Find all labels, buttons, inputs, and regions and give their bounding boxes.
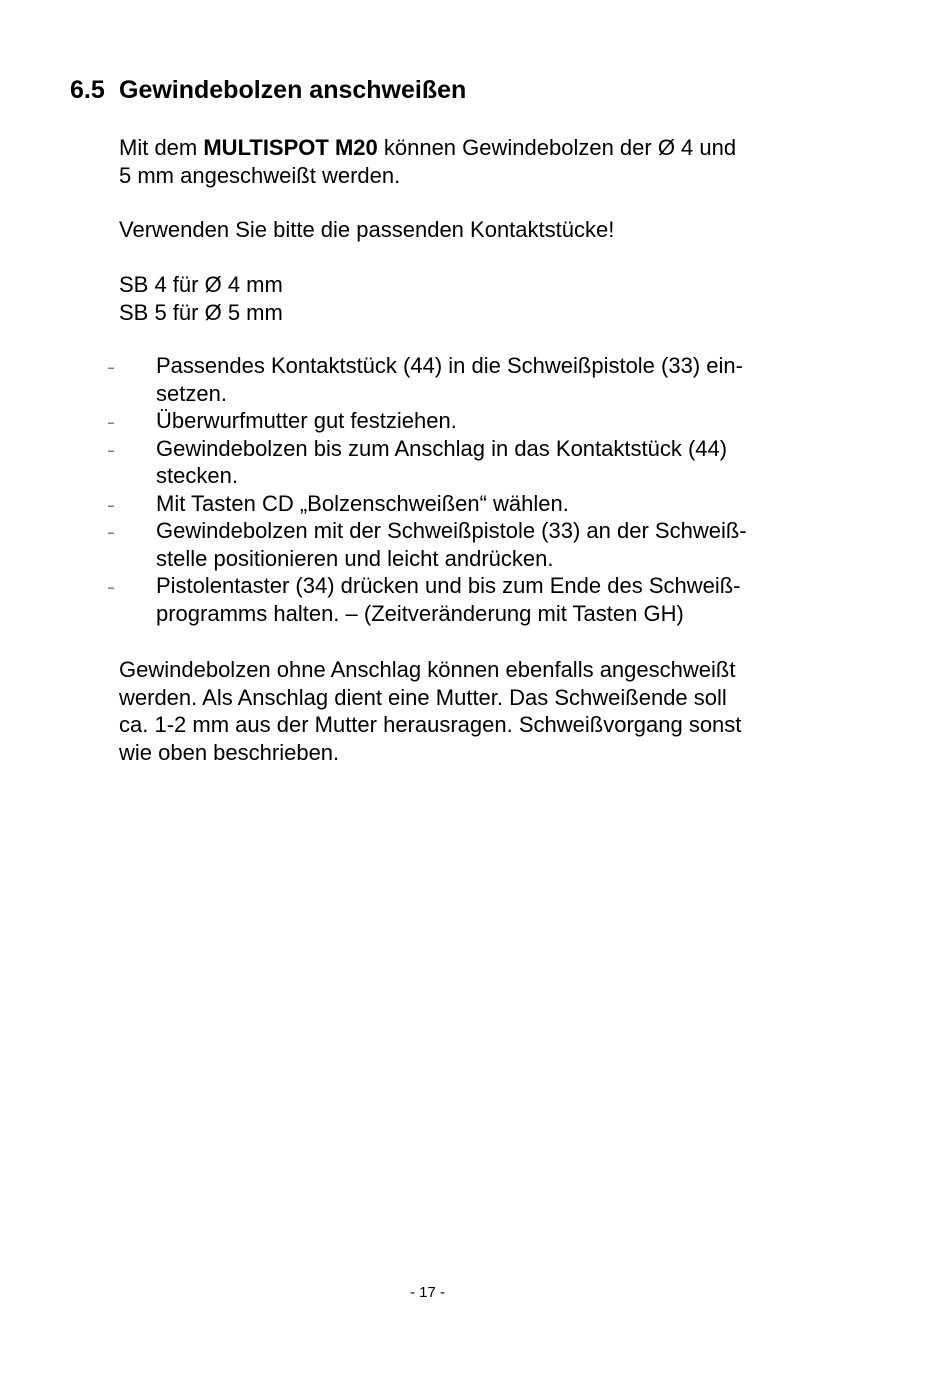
notice-paragraph bbox=[119, 216, 819, 244]
closing-line: ca. 1-2 mm aus der Mutter herausragen. Schweißvorgang sonst bbox=[119, 712, 742, 737]
intro-prefix: Mit dem bbox=[119, 135, 204, 160]
step-line: stecken. bbox=[156, 463, 238, 488]
step-line: setzen. bbox=[156, 380, 227, 406]
dash-bullet: – bbox=[108, 582, 115, 594]
size-line: SB 5 für Ø 5 mm bbox=[119, 299, 283, 325]
notice-text: Verwenden Sie bitte die passenden Kontaktstücke! bbox=[119, 217, 615, 242]
closing-paragraph bbox=[119, 656, 819, 766]
page-number: - 17 - bbox=[409, 1284, 445, 1301]
steps-list bbox=[0, 352, 950, 627]
step-line: Passendes Kontaktstück (44) in die Schweißpistole (33) ein- bbox=[156, 353, 743, 378]
list-item bbox=[0, 435, 950, 490]
step-line: Mit Tasten CD „Bolzenschweißen“ wählen. bbox=[156, 490, 569, 516]
list-item bbox=[0, 490, 950, 518]
section-heading bbox=[70, 72, 466, 108]
section-number: 6.5 bbox=[70, 76, 105, 104]
list-item bbox=[0, 572, 950, 627]
intro-suffix: können Gewindebolzen der Ø 4 und bbox=[377, 135, 737, 160]
dash-bullet: – bbox=[108, 527, 115, 539]
closing-line: werden. Als Anschlag dient eine Mutter. Das Schweißende soll bbox=[119, 684, 727, 710]
list-item bbox=[0, 517, 950, 572]
size-line: SB 4 für Ø 4 mm bbox=[119, 272, 283, 297]
closing-line: wie oben beschrieben. bbox=[119, 739, 340, 765]
intro-paragraph bbox=[119, 134, 819, 189]
dash-bullet: – bbox=[108, 444, 115, 457]
dash-bullet: – bbox=[108, 362, 115, 374]
dash-bullet: – bbox=[108, 417, 115, 429]
dash-bullet: – bbox=[108, 499, 115, 512]
closing-line: Gewindebolzen ohne Anschlag können ebenfalls angeschweißt bbox=[119, 657, 736, 682]
product-name: MULTISPOT M20 bbox=[203, 135, 378, 160]
step-line: Pistolentaster (34) drücken und bis zum Ende des Schweiß- bbox=[156, 573, 741, 598]
step-line: Gewindebolzen mit der Schweißpistole (33) an der Schweiß- bbox=[156, 518, 747, 543]
intro-line-1 bbox=[119, 134, 819, 162]
step-line: programms halten. – (Zeitveränderung mit Tasten GH) bbox=[156, 600, 684, 626]
step-line: stelle positionieren und leicht andrücken. bbox=[156, 545, 554, 571]
sizes-paragraph bbox=[119, 271, 819, 326]
intro-line-2: 5 mm angeschweißt werden. bbox=[119, 162, 401, 188]
step-line: Gewindebolzen bis zum Anschlag in das Kontaktstück (44) bbox=[156, 435, 728, 461]
list-item bbox=[0, 352, 950, 407]
section-title: Gewindebolzen anschweißen bbox=[119, 76, 467, 104]
step-line: Überwurfmutter gut festziehen. bbox=[156, 408, 457, 433]
list-item bbox=[0, 407, 950, 435]
